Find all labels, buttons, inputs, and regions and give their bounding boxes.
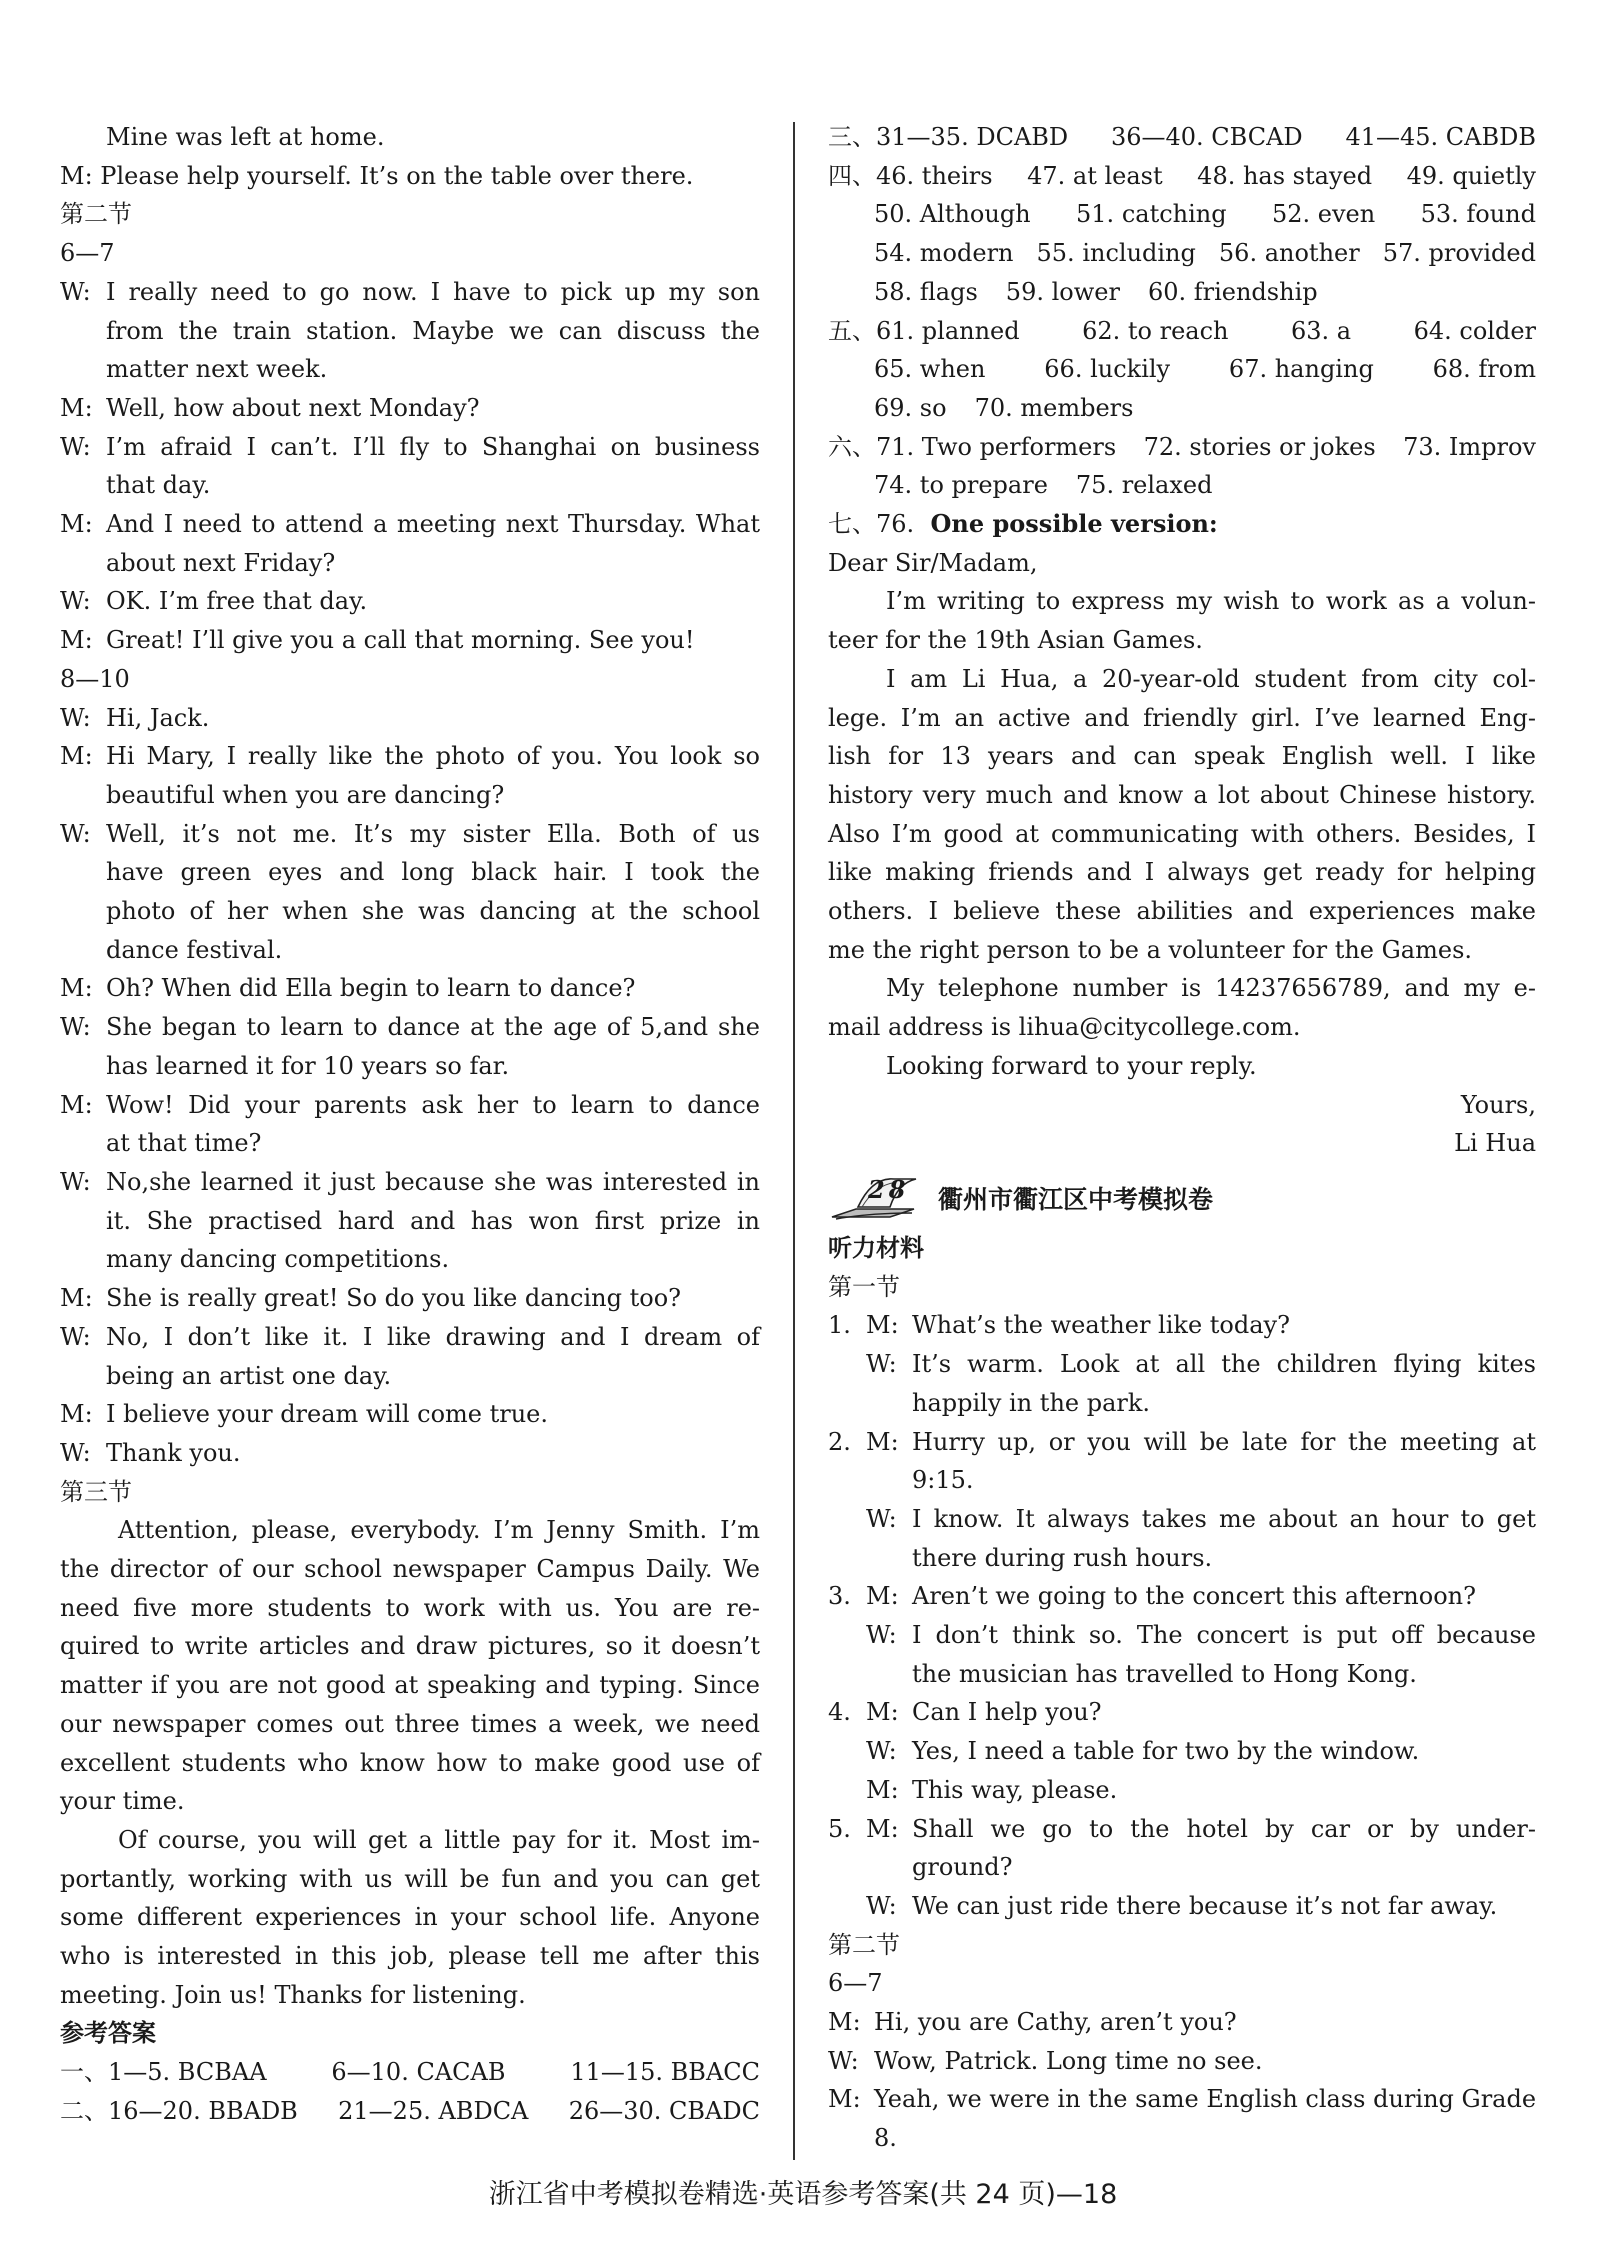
dialog-text: I’m afraid I can’t. I’ll fly to Shanghai on business	[106, 432, 760, 461]
speaker-label: W:	[60, 703, 91, 732]
letter-line: history very much and know a lot about Chinese history.	[828, 780, 1536, 809]
dialog-text: She is really great! So do you like dancing too?	[106, 1284, 682, 1313]
answer-item: 69. so	[874, 393, 947, 422]
speaker-label: W:	[866, 1350, 897, 1379]
letter-line: me the right person to be a volunteer for the Games.	[828, 935, 1473, 964]
answer-group	[828, 118, 1068, 157]
dialog-turn	[60, 1086, 760, 1125]
badge-number: 28	[868, 1174, 910, 1204]
dialog-turn	[60, 466, 760, 505]
dialog-turn	[60, 1357, 760, 1396]
dialog-turn	[828, 1848, 1536, 1887]
dialog-turn	[60, 582, 760, 621]
speaker-label: M:	[60, 1090, 93, 1119]
part-label: 第二节	[60, 200, 132, 229]
answer-row	[828, 157, 1536, 196]
page-footer: 浙江省中考模拟卷精选·英语参考答案(共 24 页)—18	[488, 2179, 1118, 2210]
answer-row	[828, 195, 1536, 234]
dialog-text: And I need to attend a meeting next Thursday. What	[106, 510, 760, 539]
dialog-text: Yeah, we were in the same English class during Grade	[874, 2085, 1537, 2114]
answer-item: 16—20. BBADB	[108, 2096, 298, 2125]
answer-item: 49. quietly	[1406, 161, 1536, 190]
question-number: 4.	[828, 1698, 851, 1727]
answer-item: 47. at least	[1027, 161, 1163, 190]
section-title: 衢州市衢江区中考模拟卷	[938, 1184, 1214, 1214]
answer-item: 71. Two performers	[876, 432, 1117, 461]
answer-item: 51. catching	[1076, 200, 1227, 229]
dialog-turn	[60, 776, 760, 815]
dialog-turn	[828, 1810, 1536, 1849]
letter-line: Looking forward to your reply.	[886, 1051, 1257, 1080]
essay-heading: One possible version:	[922, 509, 1218, 539]
answer-row	[60, 2053, 760, 2092]
speaker-label: M:	[866, 1427, 899, 1456]
dialog-turn	[828, 2080, 1536, 2119]
speaker-label: M:	[866, 1582, 899, 1611]
dialog-turn	[828, 1500, 1536, 1539]
answer-prefix: 五、	[828, 316, 876, 345]
dialog-turn	[60, 1008, 760, 1047]
answer-prefix: 六、	[828, 432, 876, 461]
intro-line: M: Please help yourself. It’s on the table over there.	[60, 161, 694, 190]
answer-item: 11—15. BBACC	[570, 2058, 760, 2087]
answer-group	[60, 2092, 298, 2131]
answers-heading: 参考答案	[60, 2019, 156, 2048]
dialog-text: happily in the park.	[912, 1388, 1151, 1417]
dialog-text: Shall we go to the hotel by car or by under-	[912, 1814, 1536, 1843]
answer-item: 48. has stayed	[1197, 161, 1373, 190]
dialog-text: Great! I’ll give you a call that morning. See you!	[106, 626, 695, 655]
speaker-label: W:	[866, 1504, 897, 1533]
range-label: 8—10	[60, 664, 130, 693]
dialog-text: No, I don’t like it. I like drawing and I dream of	[106, 1322, 760, 1351]
dialog-turn	[60, 1395, 760, 1434]
dialog-turn	[828, 1461, 1536, 1500]
dialog-turn	[60, 737, 760, 776]
dialog-text: What’s the weather like today?	[912, 1311, 1290, 1340]
dialog-text: Wow! Did your parents ask her to learn to dance	[106, 1090, 760, 1119]
dialog-text: I know. It always takes me about an hour to get	[912, 1504, 1536, 1533]
letter-line: Also I’m good at communicating with others. Besides, I	[828, 819, 1536, 848]
answer-row	[828, 312, 1536, 351]
dialog-text: the musician has travelled to Hong Kong.	[912, 1659, 1417, 1688]
passage-line: portantly, working with us will be fun and you can get	[60, 1864, 760, 1893]
dialog-turn	[828, 1384, 1536, 1423]
dialog-text: Thank you.	[106, 1438, 241, 1467]
dialog-text: 8.	[874, 2124, 897, 2153]
dialog-turn	[828, 1345, 1536, 1384]
answer-item: 66. luckily	[1044, 355, 1171, 384]
speaker-label: M:	[60, 742, 93, 771]
dialog-text: Oh? When did Ella begin to learn to dance?	[106, 974, 636, 1003]
dialog-text: Hi Mary, I really like the photo of you. You look so	[106, 742, 760, 771]
answer-group	[828, 428, 1116, 467]
dialog-turn	[828, 2119, 1536, 2158]
answer-item: 56. another	[1218, 239, 1360, 268]
dialog-turn	[60, 350, 760, 389]
question-number: 5.	[828, 1814, 851, 1843]
answer-item: 58. flags	[874, 277, 978, 306]
answer-row	[828, 234, 1536, 273]
dialog-text: I really need to go now. I have to pick up my son	[106, 277, 760, 306]
dialog-turn	[828, 1655, 1536, 1694]
dialog-turn	[828, 1539, 1536, 1578]
answer-number: 76.	[876, 510, 915, 539]
answer-row	[60, 2092, 760, 2131]
question-number: 1.	[828, 1311, 851, 1340]
answer-item: 62. to reach	[1082, 316, 1229, 345]
answer-item: 31—35. DCABD	[876, 123, 1069, 151]
dialog-text: I don’t think so. The concert is put off because	[912, 1621, 1536, 1650]
letter-line: teer for the 19th Asian Games.	[828, 626, 1203, 655]
answer-item: 46. theirs	[876, 161, 993, 190]
dialog-turn	[828, 1887, 1536, 1926]
dialog-text: Hi, Jack.	[106, 703, 210, 732]
dialog-text: Aren’t we going to the concert this afternoon?	[912, 1582, 1476, 1611]
speaker-label: M:	[60, 393, 93, 422]
dialog-turn	[60, 699, 760, 738]
dialog-turn	[60, 969, 760, 1008]
dialog-turn	[60, 1163, 760, 1202]
answer-item: 59. lower	[1005, 277, 1120, 306]
section-banner	[828, 1167, 1536, 1229]
letter-line: I’m writing to express my wish to work as a volun-	[886, 587, 1536, 616]
answer-prefix: 三、	[828, 123, 876, 151]
dialog-turn	[60, 1240, 760, 1279]
dialog-text: 9:15.	[912, 1466, 974, 1495]
letter-signature: Li Hua	[1454, 1129, 1536, 1158]
intro-line: Mine was left at home.	[106, 123, 385, 151]
speaker-label: W:	[866, 1621, 897, 1650]
speaker-label: W:	[866, 1737, 897, 1766]
dialog-turn	[60, 428, 760, 467]
left-column	[60, 118, 760, 2131]
answer-item: 73. Improv	[1403, 432, 1536, 461]
dialog-turn	[60, 621, 760, 660]
answer-row	[828, 428, 1536, 467]
speaker-label: M:	[828, 2085, 861, 2114]
dialog-text: photo of her when she was dancing at the school	[106, 897, 760, 926]
dialog-turn	[828, 2042, 1536, 2081]
dialog-text: Well, how about next Monday?	[106, 393, 480, 422]
answer-prefix: 七、	[828, 510, 876, 539]
dialog-text: Hurry up, or you will be late for the meeting at	[912, 1427, 1536, 1456]
speaker-label: M:	[60, 974, 93, 1003]
answer-item: 70. members	[974, 393, 1134, 422]
answer-item: 57. provided	[1382, 239, 1536, 268]
question-number: 2.	[828, 1427, 851, 1456]
letter-line: others. I believe these abilities and experiences make	[828, 897, 1536, 926]
dialog-text: Yes, I need a table for two by the window.	[912, 1737, 1420, 1766]
answer-item: 74. to prepare	[874, 471, 1048, 500]
passage-line: the director of our school newspaper Campus Daily. We	[60, 1555, 760, 1584]
letter-line: lish for 13 years and can speak English well. I like	[828, 742, 1536, 771]
speaker-label: M:	[866, 1775, 899, 1804]
passage-line: our newspaper comes out three times a week, we need	[60, 1709, 760, 1738]
answer-row	[828, 273, 1536, 312]
dialog-turn	[60, 389, 760, 428]
dialog-turn	[60, 312, 760, 351]
listening-heading: 听力材料	[828, 1233, 924, 1262]
dialog-text: being an artist one day.	[106, 1361, 392, 1390]
dialog-turn	[60, 273, 760, 312]
dialog-turn	[828, 1577, 1536, 1616]
dialog-turn	[60, 1047, 760, 1086]
speaker-label: M:	[60, 1284, 93, 1313]
right-column	[828, 118, 1536, 2158]
passage-line: quired to write articles and draw pictures, so it doesn’t	[60, 1632, 760, 1661]
dialog-turn	[828, 1306, 1536, 1345]
letter-closing: Yours,	[1460, 1090, 1536, 1119]
dialog-text: We can just ride there because it’s not far away.	[912, 1891, 1498, 1920]
answer-item: 60. friendship	[1147, 277, 1318, 306]
dialog-text: Hi, you are Cathy, aren’t you?	[874, 2008, 1237, 2037]
answer-item: 55. including	[1036, 239, 1196, 268]
passage-line: meeting. Join us! Thanks for listening.	[60, 1980, 526, 2009]
answer-item: 26—30. CBADC	[568, 2096, 760, 2125]
dialog-text: She began to learn to dance at the age of 5,and she	[106, 1013, 760, 1042]
dialog-turn	[60, 544, 760, 583]
answer-item: 54. modern	[874, 239, 1014, 268]
answer-item: 64. colder	[1413, 316, 1536, 345]
dialog-text: beautiful when you are dancing?	[106, 780, 505, 809]
speaker-label: W:	[60, 277, 91, 306]
answer-item: 72. stories or jokes	[1143, 432, 1376, 461]
answer-item: 65. when	[874, 355, 986, 384]
dialog-text: that day.	[106, 471, 211, 500]
dialog-turn	[828, 1693, 1536, 1732]
range-label: 6—7	[828, 1969, 883, 1998]
dialog-turn	[828, 1616, 1536, 1655]
answer-item: 52. even	[1271, 200, 1376, 229]
answer-row	[828, 505, 1536, 544]
letter-line: like making friends and I always get ready for helping	[828, 858, 1536, 887]
dialog-text: It’s warm. Look at all the children flying kites	[912, 1350, 1536, 1379]
dialog-text: Wow, Patrick. Long time no see.	[874, 2046, 1263, 2075]
book-icon	[828, 1173, 924, 1223]
dialog-text: have green eyes and long black hair. I took the	[106, 858, 760, 887]
speaker-label: M:	[828, 2008, 861, 2037]
dialog-text: dance festival.	[106, 935, 283, 964]
question-number: 3.	[828, 1582, 851, 1611]
dialog-turn	[60, 853, 760, 892]
speaker-label: W:	[60, 1322, 91, 1351]
dialog-turn	[60, 892, 760, 931]
answer-group	[828, 157, 993, 196]
dialog-turn	[60, 1124, 760, 1163]
speaker-label: M:	[60, 510, 93, 539]
dialog-turn	[60, 1318, 760, 1357]
speaker-label: W:	[60, 819, 91, 848]
dialog-text: it. She practised hard and has won first prize in	[106, 1206, 760, 1235]
range-label: 6—7	[60, 239, 115, 268]
speaker-label: M:	[866, 1698, 899, 1727]
passage-line: Of course, you will get a little pay for it. Most im-	[118, 1825, 760, 1854]
answer-item: 67. hanging	[1228, 355, 1374, 384]
part-label: 第一节	[828, 1272, 900, 1301]
speaker-label: W:	[60, 432, 91, 461]
answer-row	[828, 466, 1536, 505]
dialog-turn	[60, 505, 760, 544]
answer-prefix: 四、	[828, 161, 876, 190]
dialog-turn	[60, 931, 760, 970]
answer-item: 50. Although	[874, 200, 1031, 229]
speaker-label: M:	[60, 626, 93, 655]
answer-item: 41—45. CABDB	[1345, 123, 1536, 151]
dialog-turn	[60, 1202, 760, 1241]
answer-item: 68. from	[1432, 355, 1536, 384]
dialog-text: from the train station. Maybe we can discuss the	[106, 316, 760, 345]
letter-line: mail address is lihua@citycollege.com.	[828, 1013, 1301, 1042]
dialog-turn	[60, 1279, 760, 1318]
dialog-turn	[60, 815, 760, 854]
answer-row	[828, 350, 1536, 389]
letter-line: lege. I’m an active and friendly girl. I’ve learned Eng-	[828, 703, 1536, 732]
dialog-text: I believe your dream will come true.	[106, 1400, 549, 1429]
passage-line: who is interested in this job, please tell me after this	[60, 1942, 760, 1971]
speaker-label: W:	[60, 587, 91, 616]
answer-item: 6—10. CACAB	[331, 2058, 506, 2087]
answer-row	[828, 389, 1536, 428]
dialog-turn	[828, 1732, 1536, 1771]
speaker-label: W:	[828, 2046, 859, 2075]
dialog-turn	[828, 1771, 1536, 1810]
dialog-text: No,she learned it just because she was interested in	[106, 1167, 760, 1196]
passage-line: Attention, please, everybody. I’m Jenny Smith. I’m	[118, 1516, 760, 1545]
dialog-text: Can I help you?	[912, 1698, 1102, 1727]
answer-row	[828, 118, 1536, 157]
answer-item: 21—25. ABDCA	[338, 2096, 529, 2125]
answer-group	[828, 312, 1020, 351]
part-label: 第二节	[828, 1930, 900, 1959]
dialog-turn	[828, 2003, 1536, 2042]
speaker-label: W:	[60, 1438, 91, 1467]
answer-prefix: 二、	[60, 2096, 108, 2125]
dialog-text: Well, it’s not me. It’s my sister Ella. Both of us	[106, 819, 760, 848]
speaker-label: M:	[866, 1311, 899, 1340]
dialog-text: ground?	[912, 1853, 1013, 1882]
dialog-text: matter next week.	[106, 355, 328, 384]
dialog-text: many dancing competitions.	[106, 1245, 450, 1274]
letter-greeting: Dear Sir/Madam,	[828, 548, 1038, 577]
passage-line: need five more students to work with us. You are re-	[60, 1593, 760, 1622]
answer-group	[60, 2053, 267, 2092]
dialog-text: OK. I’m free that day.	[106, 587, 368, 616]
speaker-label: M:	[60, 1400, 93, 1429]
dialog-text: at that time?	[106, 1129, 262, 1158]
speaker-label: W:	[60, 1013, 91, 1042]
answer-item: 63. a	[1291, 316, 1352, 345]
speaker-label: M:	[866, 1814, 899, 1843]
letter-line: My telephone number is 14237656789, and my e-	[886, 974, 1536, 1003]
column-divider	[793, 122, 795, 2160]
answer-item: 61. planned	[876, 316, 1020, 345]
dialog-text: there during rush hours.	[912, 1543, 1213, 1572]
part-label: 第三节	[60, 1477, 132, 1506]
dialog-text: has learned it for 10 years so far.	[106, 1051, 510, 1080]
passage-line: some different experiences in your school life. Anyone	[60, 1903, 760, 1932]
passage-line: your time.	[60, 1787, 185, 1816]
answer-item: 36—40. CBCAD	[1110, 123, 1303, 151]
passage-line: excellent students who know how to make good use of	[60, 1748, 760, 1777]
dialog-text: This way, please.	[912, 1775, 1118, 1804]
dialog-turn	[60, 1434, 760, 1473]
answer-prefix: 一、	[60, 2058, 108, 2087]
answer-item: 1—5. BCBAA	[108, 2058, 267, 2087]
dialog-text: about next Friday?	[106, 548, 336, 577]
answer-item: 75. relaxed	[1075, 471, 1213, 500]
letter-line: I am Li Hua, a 20-year-old student from city col-	[886, 664, 1536, 693]
dialog-turn	[828, 1423, 1536, 1462]
speaker-label: W:	[60, 1167, 91, 1196]
speaker-label: W:	[866, 1891, 897, 1920]
answer-item: 53. found	[1420, 200, 1536, 229]
passage-line: matter if you are not good at speaking and typing. Since	[60, 1671, 760, 1700]
